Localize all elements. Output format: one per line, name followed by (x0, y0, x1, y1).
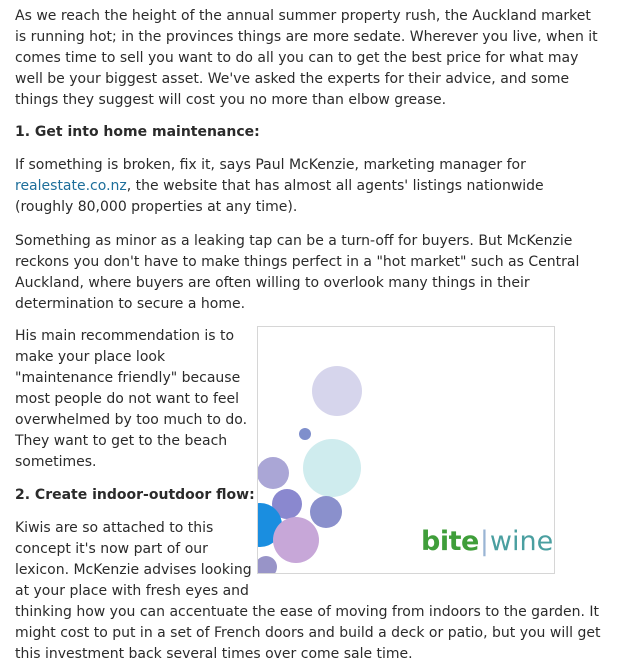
section4-line: lexicon. McKenzie advises looking (15, 562, 252, 578)
bitewine-advertisement[interactable] (257, 326, 555, 574)
section-heading-indoor-outdoor: 2. Create indoor-outdoor flow: (15, 487, 255, 503)
section1-line (15, 176, 544, 197)
logo-wine: wine (489, 526, 554, 557)
section3-line: overwhelmed by too much to do. (15, 412, 248, 428)
bubble (258, 457, 289, 489)
section3-line: most people do not want to feel (15, 391, 240, 407)
bubble (299, 428, 311, 440)
intro-line: well be your biggest asset. We've asked the experts for their advice, and some (15, 71, 570, 87)
section1-line-rest: , the website that has almost all agents' listings nationwide (126, 178, 544, 194)
section2-line: reckons you don't have to make things perfect in a "hot market" such as Central (15, 254, 580, 270)
section4-line: might cost to put in a set of French doors and build a deck or patio, but you will get (15, 625, 601, 641)
intro-line: As we reach the height of the annual summer property rush, the Auckland market (15, 8, 591, 24)
bubble (303, 439, 361, 497)
intro-line: comes time to sell you want to do all you can to get the best price for what may (15, 50, 579, 66)
bitewine-logo[interactable] (421, 527, 553, 557)
section3-line: They want to get to the beach (15, 433, 228, 449)
realestate-link[interactable]: realestate.co.nz (15, 178, 127, 194)
bubble (258, 556, 277, 574)
logo-divider: | (479, 526, 489, 557)
section-heading-maintenance: 1. Get into home maintenance: (15, 124, 260, 140)
section4-line: concept it's now part of our (15, 541, 208, 557)
bubble (312, 366, 362, 416)
section3-line: "maintenance friendly" because (15, 370, 241, 386)
bubble (273, 517, 319, 563)
section3-line: make your place look (15, 349, 166, 365)
section2-line: determination to secure a home. (15, 296, 246, 312)
section3-line: His main recommendation is to (15, 328, 235, 344)
intro-line: things they suggest will cost you no more than elbow grease. (15, 92, 447, 108)
intro-line: is running hot; in the provinces things are more sedate. Wherever you live, when it (15, 29, 598, 45)
section2-line: Something as minor as a leaking tap can be a turn-off for buyers. But McKenzie (15, 233, 573, 249)
section1-line: (roughly 80,000 properties at any time). (15, 199, 298, 215)
logo-bite: bite (421, 526, 479, 557)
section1-line: If something is broken, fix it, says Paul McKenzie, marketing manager for (15, 157, 526, 173)
section4-line: at your place with fresh eyes and (15, 583, 249, 599)
bubble (310, 496, 342, 528)
section2-line: Auckland, where buyers are often willing to overlook many things in their (15, 275, 530, 291)
section4-line: thinking how you can accentuate the ease of moving from indoors to the garden. It (15, 604, 600, 620)
section4-line: this investment back several times over come sale time. (15, 646, 413, 662)
section3-line: sometimes. (15, 454, 97, 470)
section4-line: Kiwis are so attached to this (15, 520, 214, 536)
